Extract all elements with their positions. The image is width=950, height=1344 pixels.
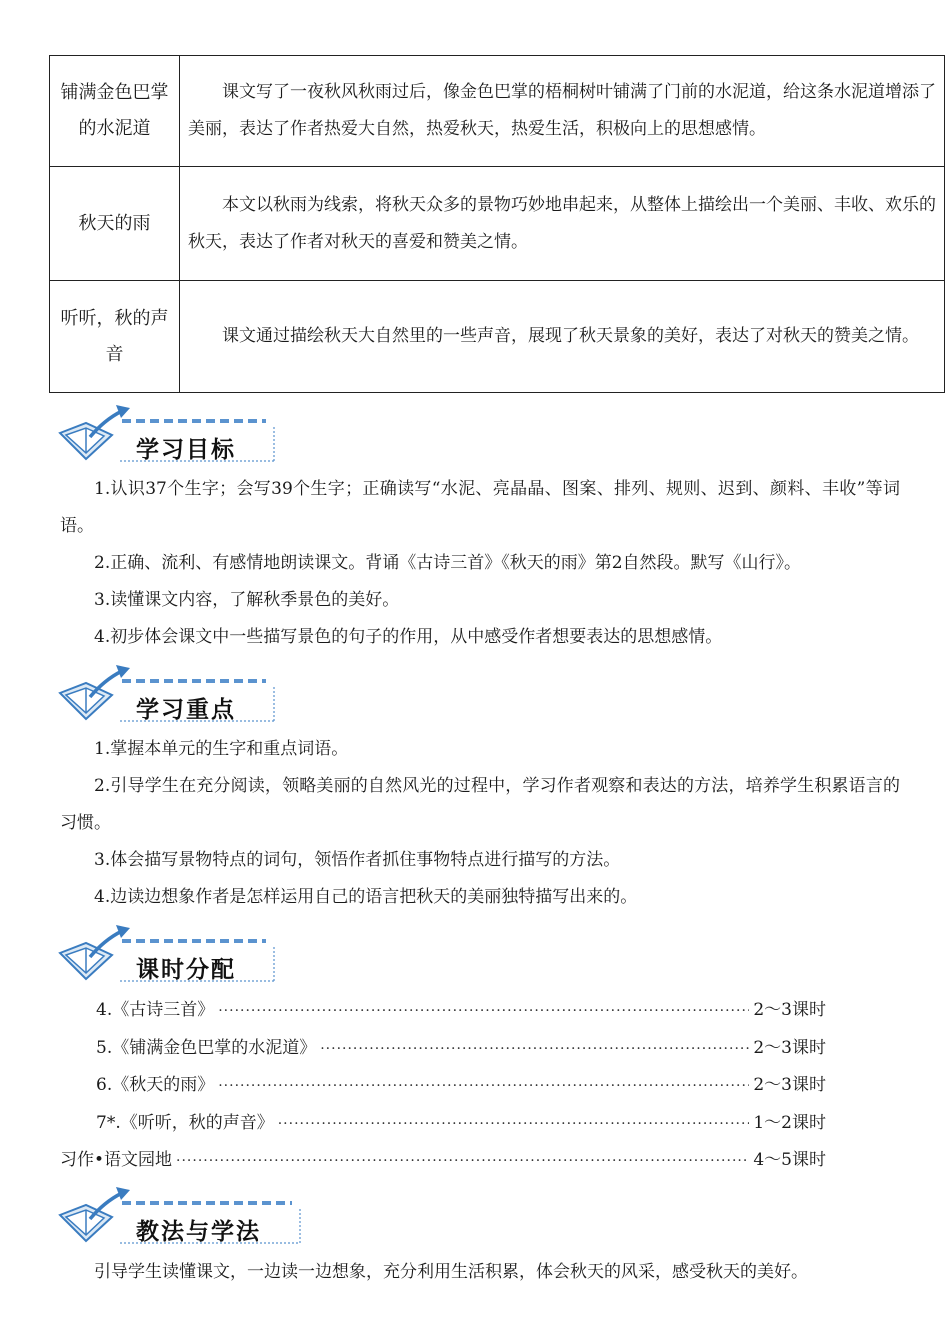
section-heading: 教法与学法 [136, 1219, 261, 1245]
lesson-hours: 1～2课时 [753, 1112, 826, 1133]
section-heading: 学习重点 [136, 697, 236, 723]
lesson-summary-table [49, 55, 945, 393]
table-row [50, 56, 945, 167]
list-item [96, 992, 826, 1030]
dot-leader [218, 993, 749, 1031]
section-banner-methods [56, 1185, 316, 1247]
dot-leader [218, 1068, 749, 1106]
section-banner-schedule [56, 923, 296, 985]
dot-leader [278, 1106, 750, 1144]
dot-leader [320, 1031, 749, 1069]
lesson-hours: 4～5课时 [753, 1150, 826, 1170]
lesson-name: 习作•语文园地 [60, 1150, 173, 1170]
list-item [60, 1142, 826, 1180]
list-item: 1.掌握本单元的生字和重点词语。 [94, 739, 349, 759]
list-item: 2.正确、流利、有感情地朗读课文。背诵《古诗三首》《秋天的雨》第2自然段。默写《山行》。 [94, 553, 802, 573]
list-item [96, 1067, 826, 1105]
lesson-desc-cell: 本文以秋雨为线索，将秋天众多的景物巧妙地串起来，从整体上描绘出一个美丽、丰收、欢乐的秋天，表达了作者对秋天的喜爱和赞美之情。 [180, 167, 945, 281]
list-item [96, 1030, 826, 1068]
list-item: 1.认识37个生字；会写39个生字；正确读写“水泥、亮晶晶、图案、排列、规则、迟到、颜料、丰收”等词语。 [60, 479, 900, 536]
table-row [50, 281, 945, 393]
lesson-hours: 2～3课时 [753, 1075, 826, 1095]
lesson-name: 7*.《听听，秋的声音》 [96, 1112, 274, 1133]
lesson-desc-cell: 课文写了一夜秋风秋雨过后，像金色巴掌的梧桐树叶铺满了门前的水泥道，给这条水泥道增添了美丽，表达了作者热爱大自然，热爱秋天，热爱生活，积极向上的思想感情。 [180, 56, 945, 167]
focus-list [60, 731, 900, 916]
list-item: 4.初步体会课文中一些描写景色的句子的作用，从中感受作者想要表达的思想感情。 [94, 627, 723, 647]
lesson-name: 6.《秋天的雨》 [96, 1075, 215, 1095]
lesson-hours: 2～3课时 [753, 1000, 826, 1020]
list-item [96, 1105, 826, 1143]
lesson-name: 4.《古诗三首》 [96, 1000, 215, 1020]
table-row [50, 167, 945, 281]
list-item: 4.边读边想象作者是怎样运用自己的语言把秋天的美丽独特描写出来的。 [94, 887, 638, 907]
lesson-title-cell: 铺满金色巴掌的水泥道 [50, 56, 180, 167]
section-heading: 学习目标 [136, 437, 236, 463]
lesson-desc-cell: 课文通过描绘秋天大自然里的一些声音，展现了秋天景象的美好，表达了对秋天的赞美之情。 [180, 281, 945, 393]
lesson-hours: 2～3课时 [753, 1037, 826, 1058]
list-item: 2.引导学生在充分阅读，领略美丽的自然风光的过程中，学习作者观察和表达的方法，培养学生积累语言的习惯。 [60, 776, 900, 833]
list-item: 3.读懂课文内容，了解秋季景色的美好。 [94, 590, 400, 610]
paragraph: 引导学生读懂课文，一边读一边想象，充分利用生活积累，体会秋天的风采，感受秋天的美好。 [94, 1262, 808, 1282]
list-item: 3.体会描写景物特点的词句，领悟作者抓住事物特点进行描写的方法。 [94, 850, 621, 870]
section-heading: 课时分配 [136, 957, 236, 983]
lesson-title-cell: 秋天的雨 [50, 167, 180, 281]
schedule-list [60, 992, 826, 1180]
methods-text [60, 1254, 900, 1291]
section-banner-goals [56, 403, 296, 465]
lesson-title-cell: 听听，秋的声音 [50, 281, 180, 393]
goals-list [60, 471, 900, 656]
lesson-name: 5.《铺满金色巴掌的水泥道》 [96, 1037, 317, 1058]
dot-leader [176, 1143, 749, 1181]
section-banner-focus [56, 663, 296, 725]
